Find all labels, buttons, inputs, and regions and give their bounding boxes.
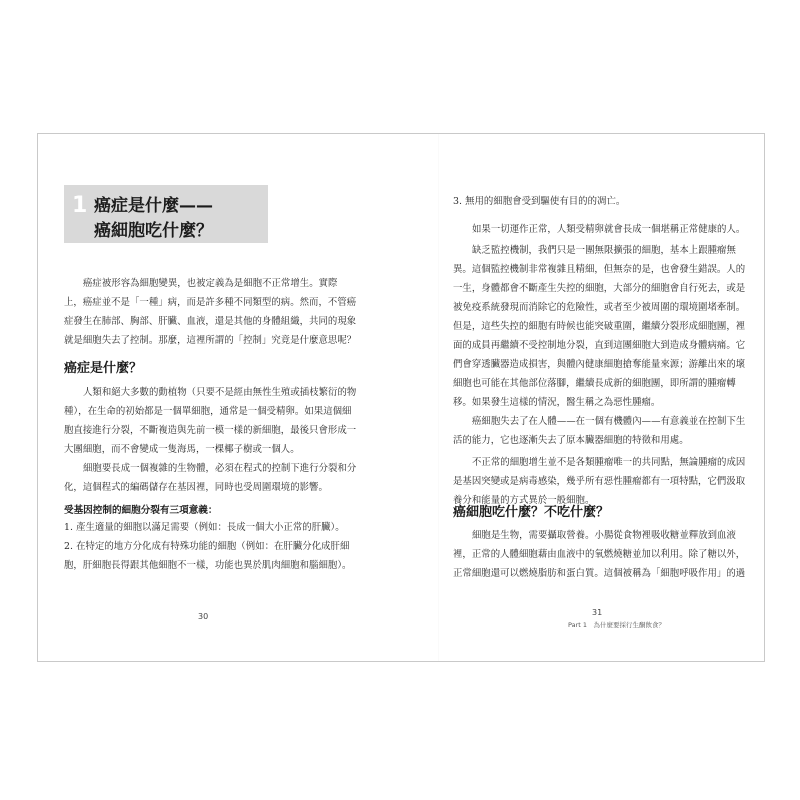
- right-page: [438, 134, 765, 661]
- text-line: 異。這個監控機制非常複雜且精細，但無奈的是，也會發生錯誤。人的: [453, 264, 746, 275]
- intro-paragraph: [64, 274, 382, 350]
- text-line: 是基因突變或是病毒感染，幾乎所有惡性腫瘤都有一項特點，它們汲取: [453, 476, 746, 487]
- text-line: 們會穿透臟器造成損害，與體內健康細胞搶奪能量來源；游離出來的壞: [453, 359, 746, 370]
- paragraph: [453, 412, 758, 450]
- text-line: 不正常的細胞增生並不是各類腫瘤唯一的共同點，無論腫瘤的成因: [472, 457, 746, 468]
- book-spread: [37, 133, 765, 662]
- paragraph: [453, 526, 758, 583]
- intro-line: 就是細胞失去了控制。那麼，這裡所謂的「控制」究竟是什麼意思呢？: [64, 335, 357, 346]
- text-line: 一生，身體都會不斷產生失控的細胞，大部分的細胞會自行死去，或是: [453, 283, 746, 294]
- text-line: 移。如果發生這樣的情況，醫生稱之為惡性腫瘤。: [453, 397, 661, 408]
- chapter-title-line2: 癌細胞吃什麼？: [94, 221, 213, 241]
- list-item: 胞，肝細胞長得跟其他細胞不一樣，功能也異於肌肉細胞和腦細胞）。: [64, 560, 352, 571]
- paragraph: [64, 383, 382, 459]
- section-heading-what-cancer-eats: 癌細胞吃什麼？不吃什麼？: [453, 505, 610, 520]
- intro-line: 上，癌症並不是「一種」病，而是許多種不同類型的病。然而，不管癌: [64, 297, 357, 308]
- text-line: 養分和能量的方式異於一般細胞。: [453, 495, 595, 506]
- text-line: 細胞是生物，需要攝取營養。小腸從食物裡吸收糖並釋放到血液: [472, 530, 736, 541]
- chapter-banner: [64, 185, 268, 243]
- text-line: 面的成員再繼續不受控制地分裂，直到這團細胞大到造成身體病痛。它: [453, 340, 746, 351]
- list-item: 3. 無用的細胞會受到驅使有目的的凋亡。: [453, 196, 626, 207]
- list-item: 2. 在特定的地方分化成有特殊功能的細胞（例如：在肝臟分化成肝細: [64, 541, 350, 552]
- chapter-title-line1: 癌症是什麼——: [94, 196, 213, 216]
- subheading-three-meanings: 受基因控制的細胞分裂有三項意義：: [64, 505, 218, 516]
- text-line: 但是，這些失控的細胞有時候也能突破重圍，繼續分裂形成細胞團，裡: [453, 321, 746, 332]
- text-line: 癌細胞失去了在人體——在一個有機體內——有意義並在控制下生: [472, 416, 746, 427]
- running-head: Part 1 為什麼要採行生酮飲食？: [568, 621, 666, 629]
- text-line: 被免疫系統發現而消除它的危險性，或者至少被周圍的環境圍堵牽制。: [453, 302, 746, 313]
- left-page: [38, 134, 438, 661]
- text-line: 活的能力，它也逐漸失去了原本臟器細胞的特徵和用處。: [453, 435, 689, 446]
- intro-line: 癌症被形容為細胞變異，也被定義為是細胞不正常增生。實際: [83, 278, 338, 289]
- numbered-list: [64, 518, 382, 575]
- text-line: 裡，正常的人體細胞藉由血液中的氧燃燒糖並加以利用。除了糖以外，: [453, 549, 746, 560]
- chapter-number: 1: [72, 193, 88, 218]
- page-number: 31: [592, 608, 603, 617]
- text-line: 種），在生命的初始都是一個單細胞，通常是一個受精卵。如果這個細: [64, 406, 352, 417]
- text-line: 化，這個程式的編碼儲存在基因裡，同時也受周圍環境的影響。: [64, 482, 328, 493]
- text-line: 胞直接進行分裂，不斷複造與先前一模一樣的新細胞，最後只會形成一: [64, 425, 357, 436]
- list-item-3: [453, 192, 758, 211]
- text-line: 大團細胞，而不會變成一隻海馬，一棵椰子樹或一個人。: [64, 444, 300, 455]
- intro-line: 症發生在肺部、胸部、肝臟、血液，還是其他的身體組織，共同的現象: [64, 316, 357, 327]
- text-line: 如果一切運作正常，人類受精卵就會長成一個堪稱正常健康的人。: [472, 224, 746, 235]
- text-line: 正常細胞還可以燃燒脂肪和蛋白質。這個被稱為「細胞呼吸作用」的過: [453, 568, 746, 579]
- paragraph: [453, 241, 758, 412]
- text-line: 缺乏監控機制，我們只是一團無限擴張的細胞，基本上跟腫瘤無: [472, 245, 736, 256]
- list-item: 1. 產生適量的細胞以滿足需要（例如：長成一個大小正常的肝臟）。: [64, 522, 345, 533]
- text-line: 人類和絕大多數的動植物（只要不是經由無性生殖或插枝繁衍的物: [83, 387, 357, 398]
- section-heading-what-is-cancer: 癌症是什麼？: [64, 361, 143, 376]
- page-number: 30: [198, 612, 209, 621]
- paragraph: [64, 459, 382, 497]
- paragraph: [453, 220, 758, 239]
- text-line: 細胞要長成一個複雜的生物體，必須在程式的控制下進行分裂和分: [83, 463, 357, 474]
- text-line: 細胞也可能在其他部位落腳，繼續長成新的細胞團，即所謂的腫瘤轉: [453, 378, 736, 389]
